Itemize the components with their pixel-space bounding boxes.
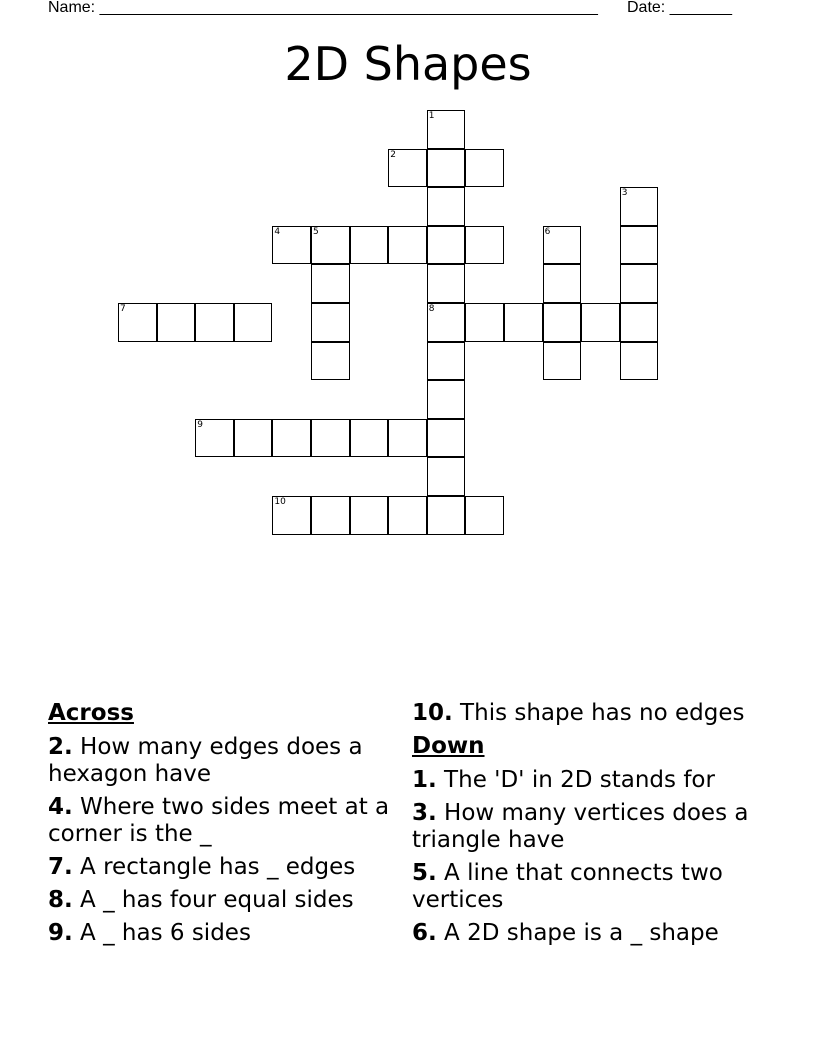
crossword-cell[interactable]: [311, 226, 350, 265]
crossword-cell[interactable]: [195, 303, 234, 342]
crossword-cell[interactable]: [465, 496, 504, 535]
clue-text: Where two sides meet at a corner is the _: [48, 794, 390, 847]
clue-number: 5.: [412, 860, 437, 886]
crossword-cell[interactable]: [427, 457, 466, 496]
date-field[interactable]: Date: _______: [627, 0, 732, 16]
crossword-cell[interactable]: [465, 149, 504, 188]
clue-text: The 'D' in 2D stands for: [436, 767, 715, 793]
cell-number: 8: [428, 304, 435, 314]
clue-text: How many edges does a hexagon have: [48, 734, 363, 787]
crossword-cell[interactable]: [311, 303, 350, 342]
crossword-cell[interactable]: [543, 226, 582, 265]
crossword-cell[interactable]: [195, 419, 234, 458]
crossword-cell[interactable]: [465, 303, 504, 342]
crossword-cell[interactable]: [311, 496, 350, 535]
crossword-cell[interactable]: [427, 149, 466, 188]
down-clue-6: [412, 920, 782, 947]
crossword-cell[interactable]: [311, 264, 350, 303]
crossword-cell[interactable]: [620, 264, 659, 303]
crossword-cell[interactable]: [427, 187, 466, 226]
crossword-cell[interactable]: [350, 419, 389, 458]
cell-number: 5: [313, 226, 319, 237]
cell-number: 1: [428, 111, 435, 121]
crossword-cell[interactable]: [427, 264, 466, 303]
across-clue-4: [48, 794, 393, 848]
crossword-cell[interactable]: [388, 149, 427, 188]
crossword-cell[interactable]: [272, 496, 311, 535]
crossword-cell[interactable]: [427, 342, 466, 381]
clue-text: A _ has four equal sides: [72, 887, 354, 913]
cell-number: 7: [120, 304, 126, 314]
clue-text: How many vertices does a triangle have: [412, 800, 749, 853]
across-heading: Across: [48, 700, 134, 726]
cell-number: 3: [621, 188, 628, 199]
down-clue-3: [412, 800, 782, 854]
clue-number: 10.: [412, 700, 453, 726]
cell-number: 6: [544, 226, 551, 237]
clue-number: 2.: [48, 734, 73, 760]
crossword-cell[interactable]: [427, 496, 466, 535]
crossword-cell[interactable]: [427, 380, 466, 419]
cell-number: 10: [274, 497, 286, 507]
crossword-cell[interactable]: [311, 342, 350, 381]
across-clue-7: [48, 854, 393, 881]
crossword-cell[interactable]: [350, 496, 389, 535]
cell-number: 2: [390, 149, 396, 160]
clues-right-column: [412, 700, 782, 953]
clue-number: 1.: [412, 767, 437, 793]
clue-number: 4.: [48, 794, 73, 820]
crossword-cell[interactable]: [427, 110, 466, 149]
down-clue-1: [412, 767, 782, 794]
across-clue-9: [48, 920, 393, 947]
across-clue-10: [412, 700, 782, 727]
crossword-cell[interactable]: [504, 303, 543, 342]
crossword-cell[interactable]: [388, 419, 427, 458]
crossword-cell[interactable]: [272, 419, 311, 458]
crossword-cell[interactable]: [234, 419, 273, 458]
crossword-cell[interactable]: [311, 419, 350, 458]
crossword-cell[interactable]: [543, 264, 582, 303]
crossword-cell[interactable]: [581, 303, 620, 342]
crossword-cell[interactable]: [620, 342, 659, 381]
crossword-cell[interactable]: [157, 303, 196, 342]
clue-number: 8.: [48, 887, 73, 913]
crossword-cell[interactable]: [427, 226, 466, 265]
clue-number: 7.: [48, 854, 73, 880]
crossword-cell[interactable]: [272, 226, 311, 265]
crossword-cell[interactable]: [388, 226, 427, 265]
crossword-cell[interactable]: [543, 303, 582, 342]
crossword-cell[interactable]: [620, 303, 659, 342]
down-heading: Down: [412, 733, 485, 759]
across-clue-2: [48, 734, 393, 788]
clue-number: 9.: [48, 920, 73, 946]
page-title: 2D Shapes: [284, 37, 532, 91]
clue-text: A _ has 6 sides: [72, 920, 251, 946]
cell-number: 4: [274, 226, 281, 237]
name-field[interactable]: Name: ________________________________________________________: [48, 0, 598, 16]
crossword-cell[interactable]: [620, 187, 659, 226]
clue-number: 6.: [412, 920, 437, 946]
across-clue-8: [48, 887, 393, 914]
crossword-cell[interactable]: [388, 496, 427, 535]
clue-text: A rectangle has _ edges: [72, 854, 356, 880]
clue-number: 3.: [412, 800, 437, 826]
crossword-cell[interactable]: [427, 419, 466, 458]
crossword-cell[interactable]: [620, 226, 659, 265]
cell-number: 9: [197, 419, 203, 430]
crossword-cell[interactable]: [234, 303, 273, 342]
crossword-cell[interactable]: [465, 226, 504, 265]
clues-left-column: [48, 700, 393, 953]
clue-text: A line that connects two vertices: [412, 860, 723, 913]
crossword-cell[interactable]: [350, 226, 389, 265]
crossword-cell[interactable]: [427, 303, 466, 342]
crossword-cell[interactable]: [543, 342, 582, 381]
down-clue-5: [412, 860, 782, 914]
crossword-cell[interactable]: [118, 303, 157, 342]
clue-text: A 2D shape is a _ shape: [436, 920, 719, 946]
clue-text: This shape has no edges: [452, 700, 745, 726]
